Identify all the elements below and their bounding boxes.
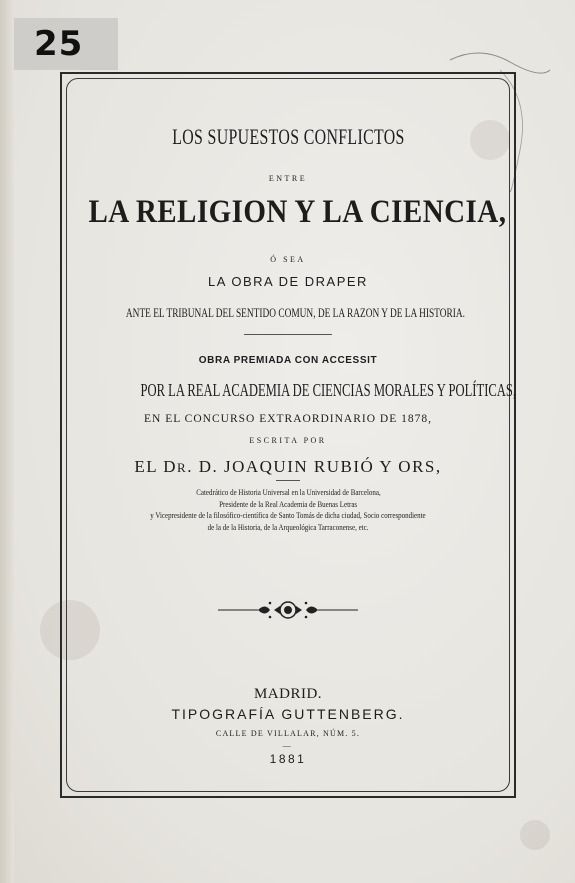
credit-line: de la de la Historia, de la Arqueológica Tarraconense, etc. [207, 521, 369, 532]
title-entre: ENTRE [268, 174, 308, 183]
credit-line: Presidente de la Real Academia de Buenas Letras [218, 498, 357, 509]
divider-rule [244, 334, 332, 335]
imprint-printer: TIPOGRAFÍA GUTTENBERG. [171, 706, 405, 722]
ornament-fleuron-icon [218, 597, 358, 623]
paper-stain [520, 820, 550, 850]
award-line: OBRA PREMIADA CON ACCESSIT [198, 355, 378, 366]
imprint-year: 1881 [269, 752, 307, 766]
author-credits [60, 487, 516, 533]
inner-border [66, 78, 510, 792]
title-o-sea: Ó SEA [270, 255, 306, 264]
catalog-number: 25 [34, 24, 84, 64]
contest-line: EN EL CONCURSO EXTRAORDINARIO DE 1878, [143, 413, 432, 425]
subtitle-tribunal: ANTE EL TRIBUNAL DEL SENTIDO COMUN, DE LA RAZON Y DE LA HISTORIA. [125, 305, 465, 320]
book-spine [0, 0, 14, 883]
academy-line: POR LA REAL ACADEMIA DE CIENCIAS MORALES Y POLÍTICAS, [140, 380, 517, 400]
divider-rule-short [276, 480, 300, 481]
title-line-1: LOS SUPUESTOS CONFLICTOS [171, 124, 405, 149]
imprint-street: CALLE DE VILLALAR, NÚM. 5. [215, 729, 361, 738]
main-title: LA RELIGION Y LA CIENCIA, [88, 194, 507, 230]
author-name: EL DR. D. JOAQUIN RUBIÓ Y ORS, [134, 457, 442, 476]
written-by: ESCRITA POR [249, 436, 327, 445]
imprint-city: MADRID. [253, 686, 323, 702]
credit-line: Catedrático de Historia Universal en la Universidad de Barcelona, [195, 487, 381, 497]
subtitle: LA OBRA DE DRAPER [208, 274, 368, 289]
catalog-number-label [14, 18, 118, 70]
imprint-dash: — [282, 741, 294, 750]
credit-line: y Vicepresidente de la filosófico-científica de Santo Tomás de dicha ciudad, Socio correspondiente [150, 510, 426, 520]
